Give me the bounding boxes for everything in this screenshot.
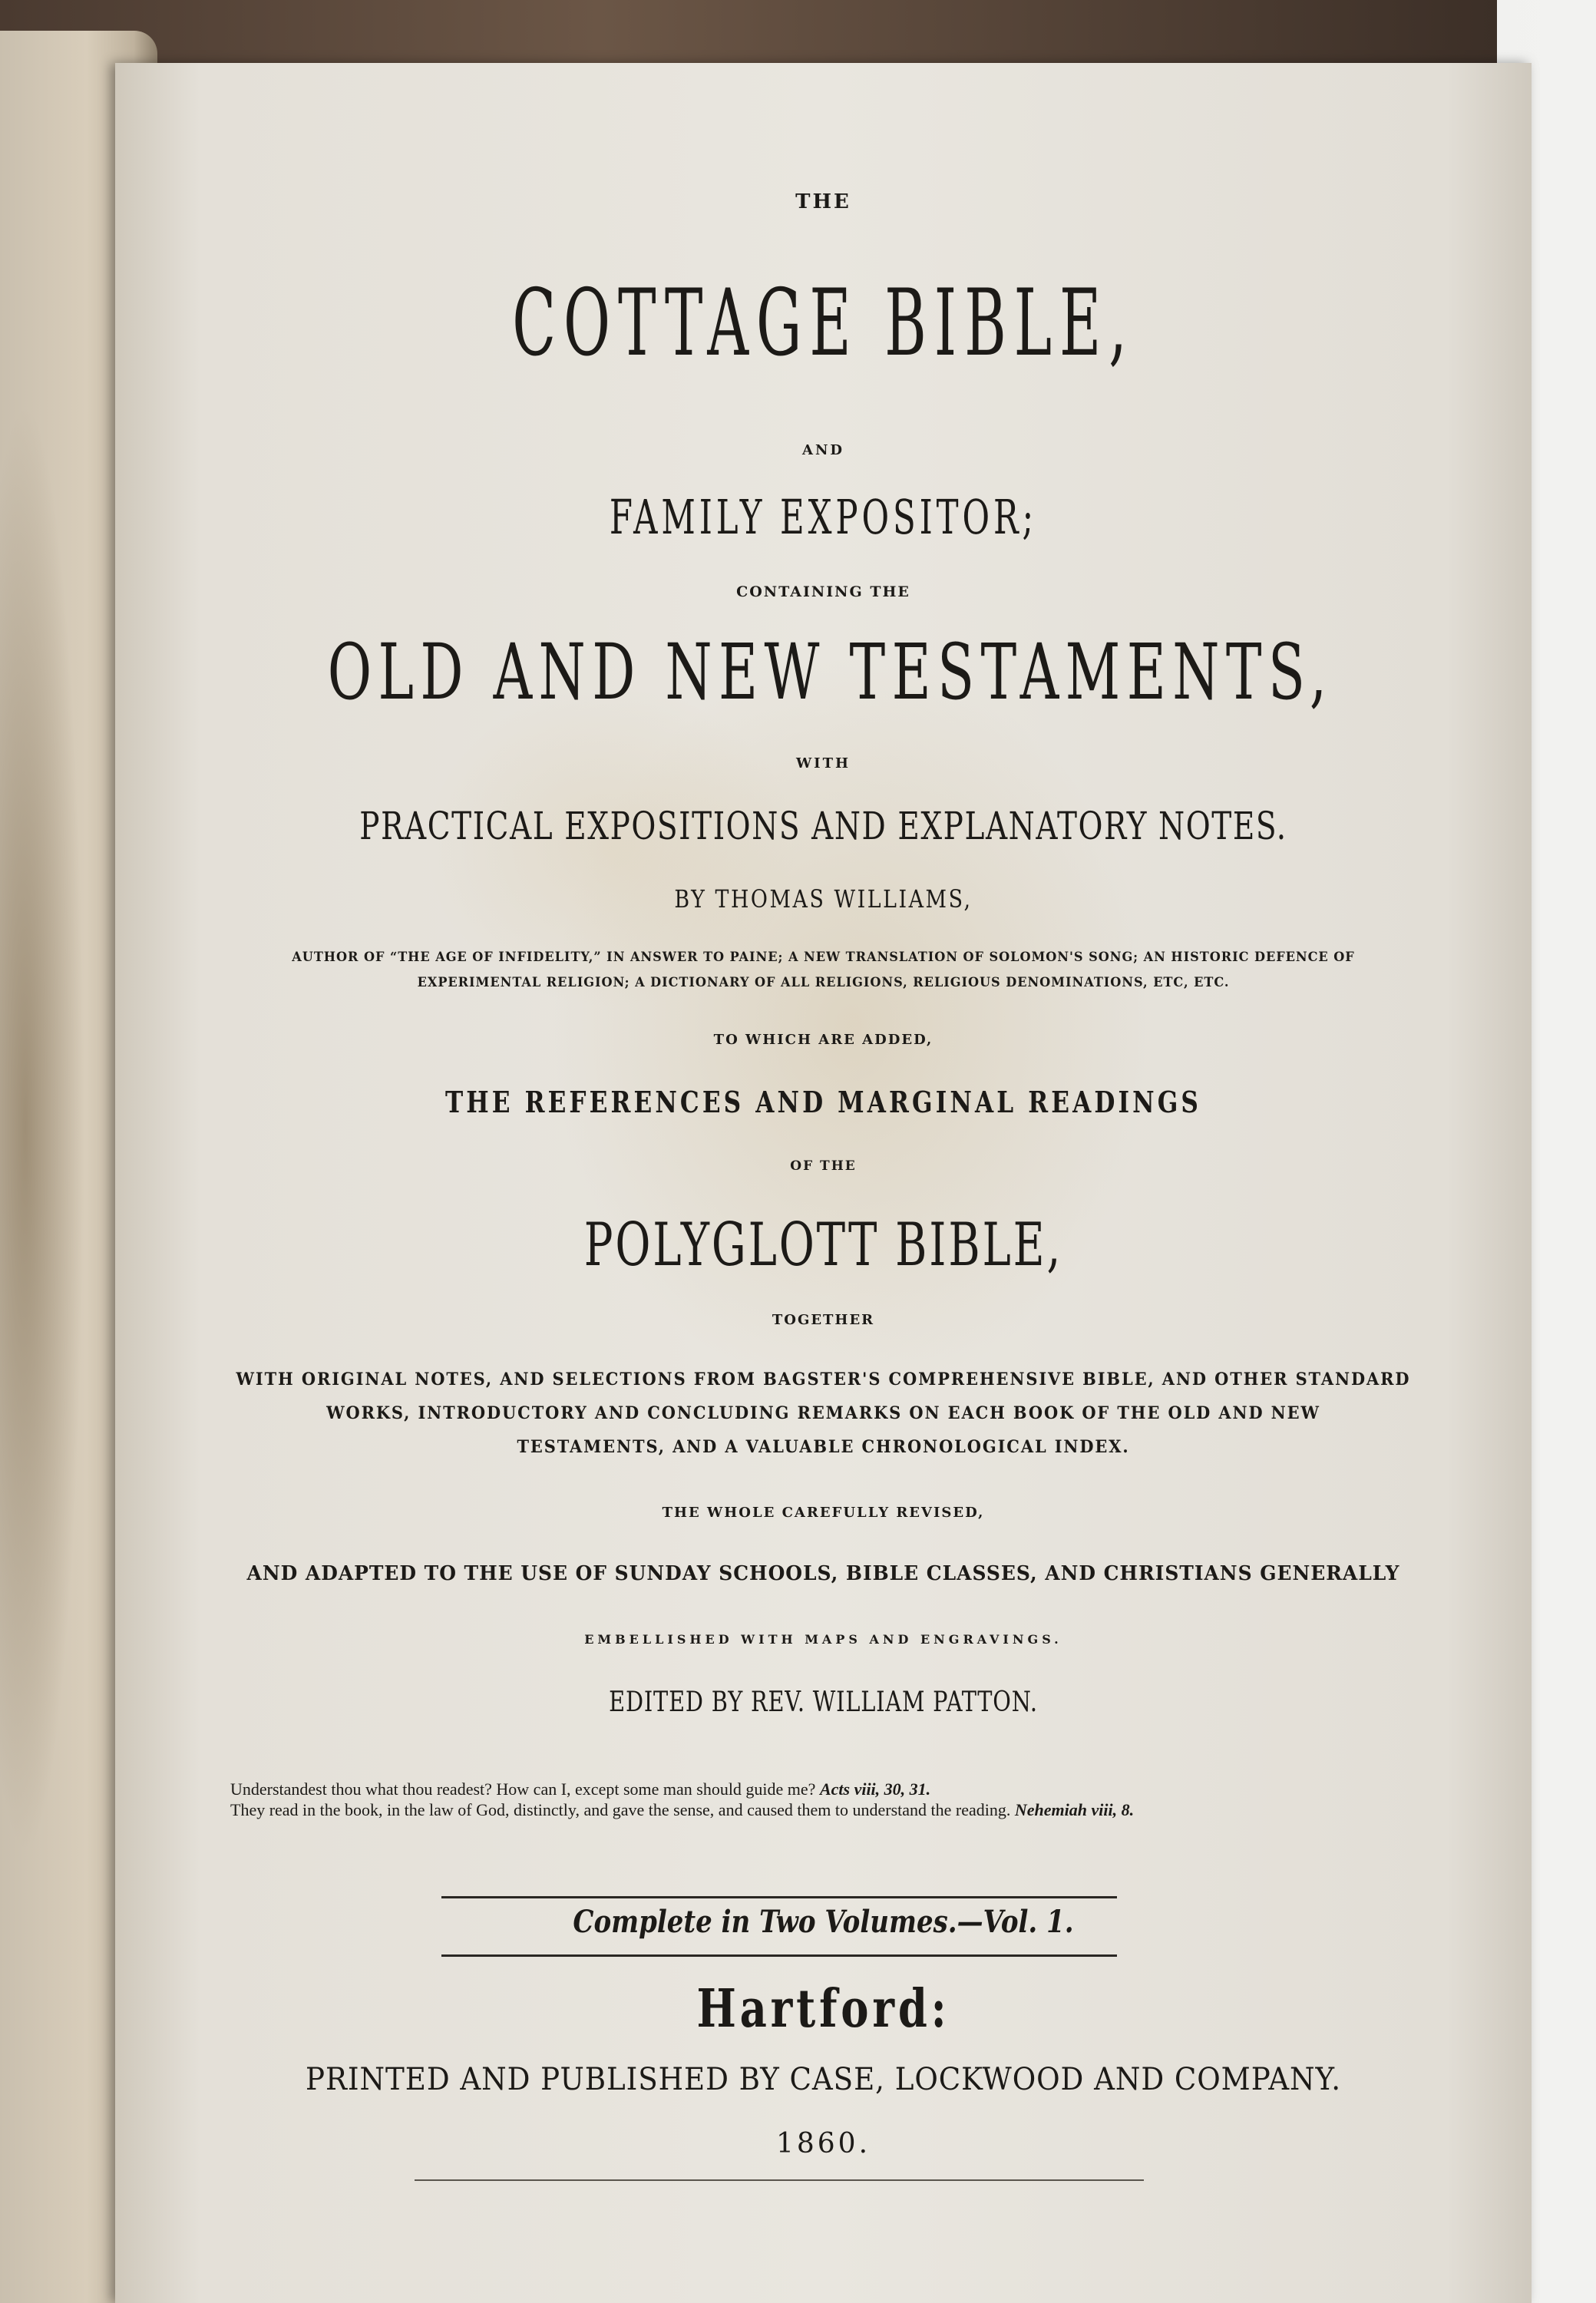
epigraph-line-1 [230,1779,1459,1799]
main-title: COTTAGE BIBLE, [512,270,1135,377]
title-article: THE [795,190,851,213]
title-page [115,63,1532,2303]
epigraph-line-2 [230,1799,1459,1820]
footer-rule [415,2179,1144,2181]
connector-and: AND [801,442,845,458]
connector-together: TOGETHER [772,1312,875,1328]
epigraph-1-text: Understandest thou what thou readest? How can I, except some man should guide me? [230,1779,816,1799]
editor-line: EDITED BY REV. WILLIAM PATTON. [609,1687,1038,1718]
connector-containing: CONTAINING THE [736,583,910,600]
publisher-line: PRINTED AND PUBLISHED BY CASE, LOCKWOOD AND COMPANY. [306,2062,1341,2097]
epigraph [230,1779,1459,1820]
embellished-line: EMBELLISHED WITH MAPS AND ENGRAVINGS. [584,1632,1062,1647]
practical-expositions-heading: PRACTICAL EXPOSITIONS AND EXPLANATORY NOTES. [359,804,1287,848]
connector-of-the: OF THE [790,1158,857,1174]
subtitle-family-expositor: FAMILY EXPOSITOR; [609,489,1038,545]
notes-line-3: TESTAMENTS, AND A VALUABLE CHRONOLOGICAL INDEX. [517,1437,1130,1457]
connector-added: TO WHICH ARE ADDED, [713,1032,933,1048]
epigraph-1-reference: Acts viii, 30, 31. [819,1779,931,1799]
author-works-line-2: EXPERIMENTAL RELIGION; A DICTIONARY OF ALL RELIGIONS, RELIGIOUS DENOMINATIONS, ETC, ETC. [417,975,1230,990]
author-line: BY THOMAS WILLIAMS, [674,884,973,914]
volume-line: Complete in Two Volumes.—Vol. 1. [573,1904,1074,1940]
author-works-line-1: AUTHOR OF “THE AGE OF INFIDELITY,” IN ANSWER TO PAINE; A NEW TRANSLATION OF SOLOMON'S SONG; AN HISTORIC DEFENCE OF [292,950,1355,965]
imprint-city: Hartford: [696,1978,950,2040]
testaments-heading: OLD AND NEW TESTAMENTS, [327,627,1333,717]
references-heading: THE REFERENCES AND MARGINAL READINGS [444,1085,1202,1119]
epigraph-2-text: They read in the book, in the law of God, distinctly, and gave the sense, and caused them to understand the reading. [230,1800,1011,1819]
volume-rule-bottom [441,1954,1117,1957]
publication-year: 1860. [775,2128,871,2159]
revised-line: THE WHOLE CAREFULLY REVISED, [662,1505,985,1521]
adapted-line: AND ADAPTED TO THE USE OF SUNDAY SCHOOLS, BIBLE CLASSES, AND CHRISTIANS GENERALLY [246,1562,1400,1585]
epigraph-2-reference: Nehemiah viii, 8. [1014,1800,1135,1819]
notes-line-2: WORKS, INTRODUCTORY AND CONCLUDING REMARKS ON EACH BOOK OF THE OLD AND NEW [326,1403,1320,1423]
volume-rule-top [441,1896,1117,1898]
polyglott-heading: POLYGLOTT BIBLE, [583,1211,1063,1280]
notes-line-1: WITH ORIGINAL NOTES, AND SELECTIONS FROM BAGSTER'S COMPREHENSIVE BIBLE, AND OTHER STANDARD [236,1370,1411,1389]
connector-with: WITH [795,755,851,772]
